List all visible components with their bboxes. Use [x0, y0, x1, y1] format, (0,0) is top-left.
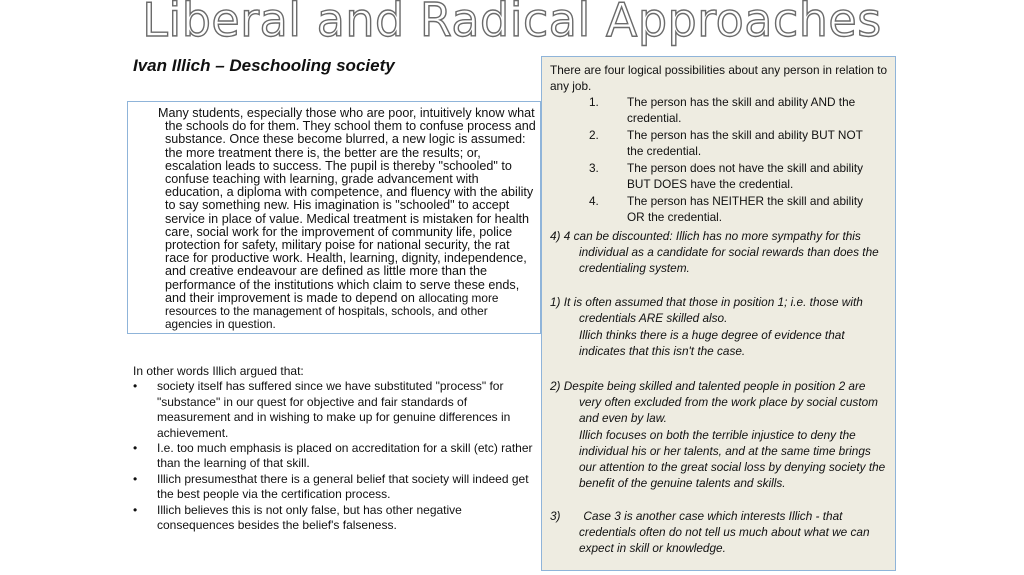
possibilities-list	[542, 94, 897, 226]
list-item: • Illich believes this is not only false, but has other negative consequences besides the belief's falseness.	[133, 502, 462, 533]
slide-subtitle: Ivan Illich – Deschooling society	[133, 56, 395, 75]
summary-bullet-list	[133, 379, 533, 533]
bullet-icon: •	[133, 379, 138, 394]
illich-quote-box	[127, 101, 541, 334]
possibility-item: 2. The person has the skill and ability BUT NOT the credential.	[589, 128, 863, 158]
quote-tail-text: allocating more resources to the management of hospitals, schools, and other agencies in question.	[165, 290, 499, 332]
note-case-2: 2) Despite being skilled and talented people in position 2 are very often excluded from the work place by social custom and even by law. Illich focuses on both the terrible injustice to deny the individual his or her talents, and at the same time brings our attention to the great social loss by denying society the benefit of the genuine talents and skills.	[550, 379, 886, 490]
list-item: • society itself has suffered since we have substituted "process" for "substance" in our quest for objective and fair standards of measurement and in wishing to make up for genuine differences in achievement.	[133, 379, 511, 440]
possibility-item: 3. The person does not have the skill and ability BUT DOES have the credential.	[589, 161, 864, 191]
illich-quote	[158, 107, 536, 331]
note-case-3: 3) Case 3 is another case which interests Illich - that credentials often do not tell us much about what we can expect in skill or knowledge.	[550, 509, 870, 555]
possibilities-panel	[541, 56, 896, 571]
panel-intro: There are four logical possibilities about any person in relation to any job.	[550, 63, 888, 93]
list-item: • Illich presumesthat there is a general belief that society will indeed get the best people via the certification process.	[133, 471, 529, 502]
summary-intro: In other words Illich argued that:	[133, 364, 304, 378]
possibility-item: 1. The person has the skill and ability AND the credential.	[589, 95, 856, 125]
bullet-icon: •	[133, 502, 138, 517]
list-item: • I.e. too much emphasis is placed on accreditation for a skill (etc) rather than the learning of that skill.	[133, 441, 533, 471]
slide-title: Liberal and Radical Approaches	[142, 0, 882, 47]
note-case-1: 1) It is often assumed that those in position 1; i.e. those with credentials ARE skilled also. Illich thinks there is a huge degree of evidence that indicates that this isn't the case.	[550, 295, 863, 358]
bullet-icon: •	[133, 441, 138, 456]
note-case-4: 4) 4 can be discounted: Illich has no more sympathy for this individual as a candidate for social rewards than does the credentialing system.	[550, 229, 879, 275]
possibility-item: 4. The person has NEITHER the skill and ability OR the credential.	[589, 194, 864, 224]
bullet-icon: •	[133, 471, 138, 486]
argument-summary	[133, 364, 533, 533]
quote-main-text: Many students, especially those who are poor, intuitively know what the schools do for them. They school them to confuse process and substance. Once these become blurred, a new logic is assumed: the more treatment there is, the better are the results; or, escalation leads to success. The pupil is thereby "schooled" to confuse teaching with learning, grade advancement with education, a diploma with competence, and fluency with the ability to say something new. His imagination is "schooled" to accept service in place of value. Medical treatment is mistaken for health care, social work for the improvement of community life, police protection for safety, military poise for national security, the rat race for productive work. Health, learning, dignity, independence, and creative endeavour are defined as little more than the performance of the institutions which claim to serve these ends, and their improvement is made to depend on	[158, 106, 536, 305]
